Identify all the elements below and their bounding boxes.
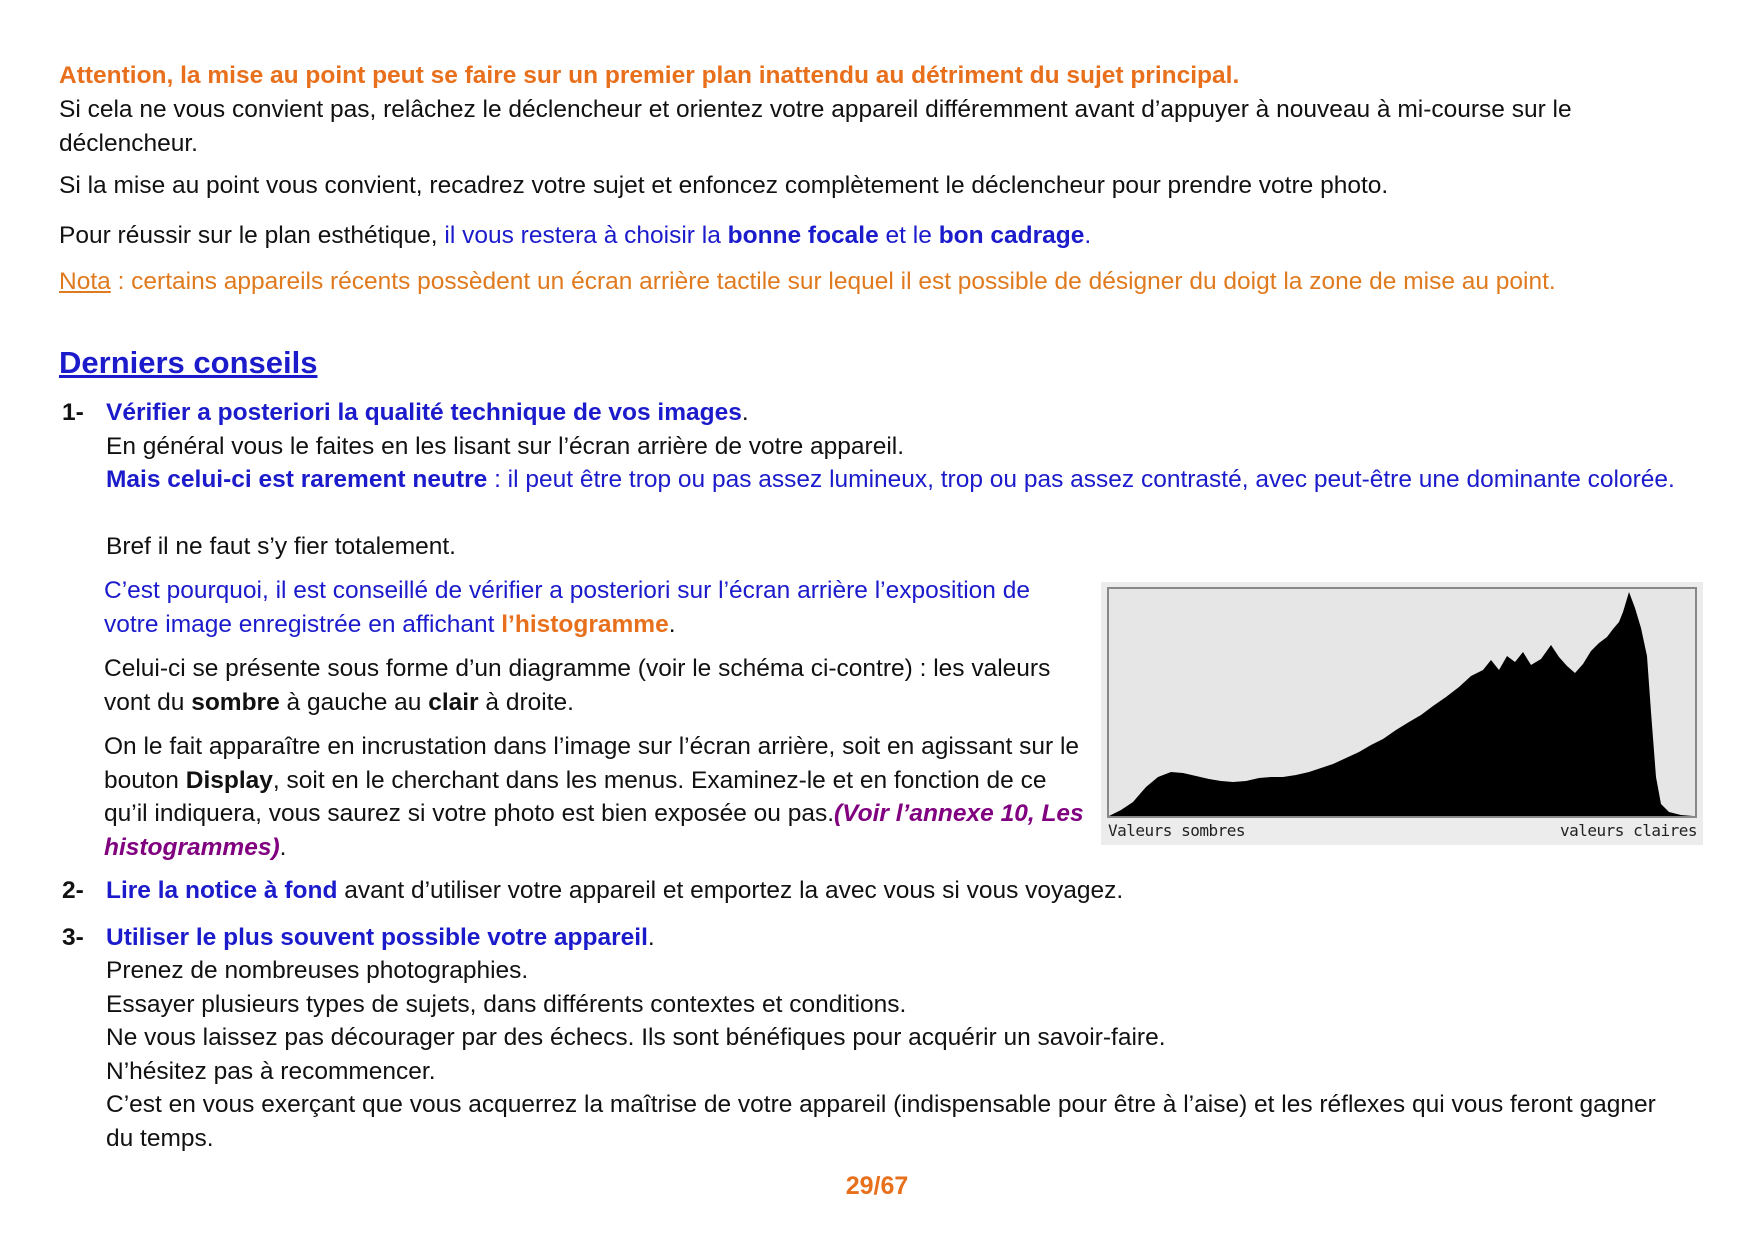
item-1-number: 1- bbox=[62, 399, 84, 426]
item-3-line-3: Ne vous laissez pas décourager par des échecs. Ils sont bénéfiques pour acquérir un savoir-faire. bbox=[106, 1024, 1166, 1051]
item-3-line-1: Prenez de nombreuses photographies. bbox=[106, 957, 529, 984]
item-1-c2-e: à droite. bbox=[478, 688, 574, 716]
histogram-figure bbox=[1101, 582, 1703, 845]
item-1-c2-sombre: sombre bbox=[191, 688, 280, 716]
item-1-line-3: Bref il ne faut s’y fier totalement. bbox=[106, 533, 456, 560]
item-1-line-2-rest: : il peut être trop ou pas assez lumineux, trop ou pas assez contrasté, avec peut-être une dominante colorée. bbox=[487, 466, 1675, 493]
item-1-c3-annex-link: (Voir l’annexe 10, Les histogrammes) bbox=[104, 800, 1084, 861]
nota-text: : certains appareils récents possèdent un écran arrière tactile sur lequel il est possible de désigner du doigt la zone de mise au point. bbox=[110, 268, 1556, 295]
section-heading: Derniers conseils bbox=[59, 345, 318, 380]
item-2-rest: avant d’utiliser votre appareil et emportez la avec vous si vous voyagez. bbox=[337, 877, 1124, 904]
item-1-title-end: . bbox=[741, 399, 749, 426]
item-3-title bbox=[106, 921, 1701, 955]
item-1-c2-clair: clair bbox=[428, 688, 479, 716]
histogram-label-light: valeurs claires bbox=[1560, 821, 1697, 840]
item-1-c3-c: , soit en le cherchant dans les menus. Examinez-le et en fonction de ce qu’il indiquera, vous saurez si votre photo est bien exposée ou pas. bbox=[104, 766, 1047, 827]
histogram-label-dark: Valeurs sombres bbox=[1108, 821, 1245, 840]
item-2-title: Lire la notice à fond bbox=[106, 877, 338, 904]
item-1-c3-a: On le fait apparaître en incrustation dans l’image sur l’écran arrière, soit en agissant sur le bouton bbox=[104, 733, 1080, 794]
intro-paragraph-3 bbox=[59, 219, 1699, 253]
item-3-title-text: Utiliser le plus souvent possible votre appareil bbox=[106, 924, 648, 951]
item-3-number: 3- bbox=[62, 924, 84, 951]
item-1-line-2-bold: Mais celui-ci est rarement neutre bbox=[106, 466, 488, 493]
intro-paragraph-1: Si cela ne vous convient pas, relâchez le déclencheur et orientez votre appareil différemment avant d’appuyer à nouveau à mi-course sur le déclencheur. bbox=[59, 96, 1572, 157]
histogram-graphic bbox=[1101, 582, 1703, 845]
item-1-display-paragraph bbox=[104, 730, 1089, 864]
intro-p3-end: . bbox=[1084, 222, 1092, 249]
item-3-line-4: N’hésitez pas à recommencer. bbox=[106, 1058, 436, 1085]
nota-label: Nota bbox=[59, 268, 111, 295]
item-1-c3-display: Display bbox=[185, 766, 273, 794]
item-1-title bbox=[106, 396, 1701, 430]
item-1-title-text: Vérifier a posteriori la qualité technique de vos images bbox=[106, 399, 742, 426]
item-1-histogram-intro bbox=[104, 574, 1054, 641]
intro-p3-cadrage: bon cadrage bbox=[938, 222, 1085, 249]
item-1-histogram-description bbox=[104, 652, 1094, 719]
intro-p3-focale: bonne focale bbox=[727, 222, 879, 249]
item-3-title-end: . bbox=[647, 924, 655, 951]
intro-p3-and: et le bbox=[878, 222, 939, 249]
warning-text: Attention, la mise au point peut se faire sur un premier plan inattendu au détriment du sujet principal. bbox=[59, 62, 1240, 89]
item-1-c3-e: . bbox=[279, 833, 287, 861]
intro-p3-start: Pour réussir sur le plan esthétique, bbox=[59, 222, 445, 249]
item-3-line-2: Essayer plusieurs types de sujets, dans différents contextes et conditions. bbox=[106, 991, 907, 1018]
item-1-c1-histogram: l’histogramme bbox=[501, 610, 669, 638]
intro-paragraph-2: Si la mise au point vous convient, recadrez votre sujet et enfoncez complètement le déclencheur pour prendre votre photo. bbox=[59, 172, 1389, 199]
item-1-line-2 bbox=[106, 463, 1701, 497]
intro-p3-blue: il vous restera à choisir la bbox=[444, 222, 728, 249]
item-2-text bbox=[106, 874, 1701, 908]
item-2-number: 2- bbox=[62, 877, 84, 904]
item-1-line-1: En général vous le faites en les lisant sur l’écran arrière de votre appareil. bbox=[106, 433, 905, 460]
nota-paragraph bbox=[59, 265, 1699, 299]
page-number: 29/67 bbox=[845, 1172, 909, 1200]
item-1-c1-end: . bbox=[668, 610, 676, 638]
item-1-c2-c: à gauche au bbox=[279, 688, 429, 716]
item-1-c1-text: C’est pourquoi, il est conseillé de vérifier a posteriori sur l’écran arrière l’exposition de votre image enregistrée en affichant bbox=[104, 577, 1030, 638]
item-3-line-5: C’est en vous exerçant que vous acquerrez la maîtrise de votre appareil (indispensable pour être à l’aise) et les réflexes qui vous feront gagner du temps. bbox=[106, 1091, 1656, 1152]
item-1-c2-a: Celui-ci se présente sous forme d’un diagramme (voir le schéma ci-contre) : les valeurs vont du bbox=[104, 655, 1051, 716]
